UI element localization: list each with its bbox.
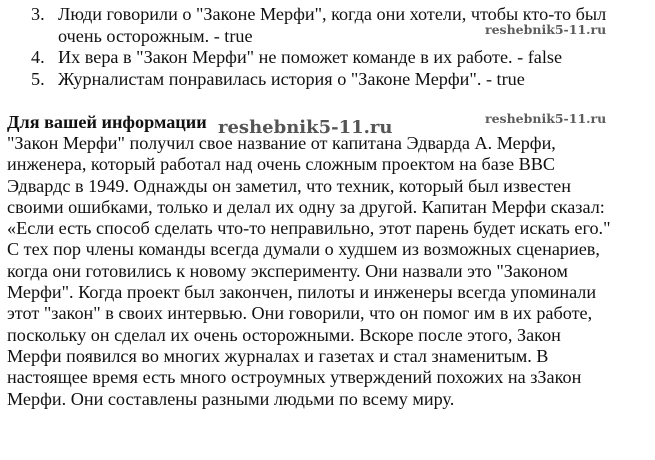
watermark-right: reshebnik5-11.ru bbox=[485, 111, 607, 126]
paragraph-line: Мерфи появился во многих журналах и газетах и стал знаменитым. В bbox=[7, 345, 549, 366]
list-item-text: Их вера в "Закон Мерфи" не поможет команде в их работе. - false bbox=[58, 47, 563, 67]
watermark-top-right: reshebnik5-11.ru bbox=[485, 22, 607, 37]
paragraph-line: инженера, который работал над очень сложным проектом на базе ВВС bbox=[7, 154, 555, 175]
paragraph-line: Эдвардс в 1949. Однажды он заметил, что техник, который был известен bbox=[7, 175, 571, 196]
list-item-text: очень осторожным. - true bbox=[58, 25, 253, 46]
paragraph-line: Мерфи". Когда проект был закончен, пилоты и инженеры всегда упоминали bbox=[7, 282, 597, 303]
paragraph-line: поскольку он сделал их очень осторожными. Вскоре после этого, Закон bbox=[7, 324, 561, 345]
list-item-text: Люди говорили о "Законе Мерфи", когда они хотели, чтобы кто-то был bbox=[58, 4, 607, 24]
watermark-heading: reshebnik5-11.ru bbox=[218, 117, 393, 138]
list-item-text: Журналистам понравилась история о "Законе Мерфи". - true bbox=[58, 68, 525, 89]
paragraph-line: настоящее время есть много остроумных утверждений похожих на зЗакон bbox=[7, 367, 582, 388]
paragraph-line: С тех пор члены команды всегда думали о худшем из возможных сценариев, bbox=[7, 239, 600, 260]
paragraph-line: «Если есть способ сделать что-то неправильно, этот парень будет искать его." bbox=[7, 218, 611, 239]
paragraph bbox=[7, 133, 655, 410]
section-heading: Для вашей информации bbox=[7, 112, 207, 132]
list-item-number: 4. bbox=[31, 47, 45, 67]
paragraph-line: своими ошибками, только и делал их одну за другой. Капитан Мерфи сказал: bbox=[7, 196, 605, 217]
paragraph-line: "Закон Мерфи" получил свое название от капитана Эдварда А. Мерфи, bbox=[7, 133, 556, 153]
paragraph-line: Мерфи. Они составлены разными людьми по всему миру. bbox=[7, 388, 455, 409]
list-item bbox=[0, 69, 655, 91]
list-item bbox=[0, 47, 655, 69]
list-item-number: 5. bbox=[31, 68, 45, 89]
list-item-number: 3. bbox=[31, 4, 45, 24]
answer-list bbox=[0, 4, 655, 90]
paragraph-line: этот "закон" в своих интервью. Они говорили, что он помог им в их работе, bbox=[7, 303, 593, 324]
paragraph-line: когда они готовились к новому эксперименту. Они назвали это "Законом bbox=[7, 260, 568, 281]
